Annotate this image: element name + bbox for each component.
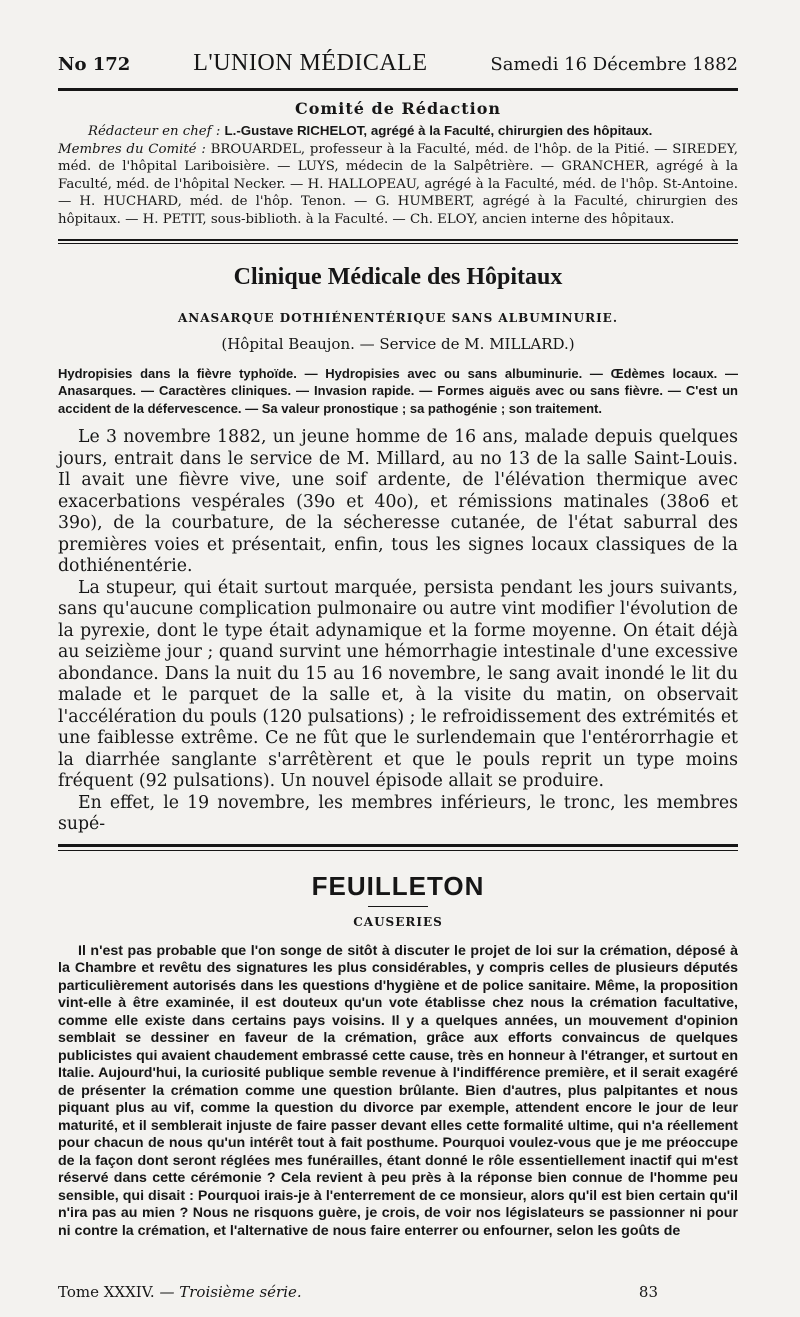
feuilleton-subtitle: CAUSERIES [353,914,443,929]
footer-volume: Tome XXXIV. [58,1283,155,1301]
feuilleton-divider [58,844,738,851]
clinic-title: Clinique Médicale des Hôpitaux [233,263,563,290]
members-text: BROUARDEL, professeur à la Faculté, méd. de l'hôp. de la Pitié. — SIREDEY, méd. de l'hôpital Lariboisière. — LUYS, médecin de la Salpêtrière. — GRANCHER, agrégé à la Faculté, méd. de l'hôpital Necker. — H. HALLOPEAU, agrégé à la Faculté, méd. de l'hôp. St-Antoine. — H. HUCHARD, méd. de l'hôp. Tenon. — G. HUMBERT, agrégé à la Faculté, chirurgien des hôpitaux. — H. PETIT, sous-biblioth. à la Faculté. — Ch. ELOY, ancien interne des hôpitaux. [58,141,738,227]
clinic-hospital: (Hôpital Beaujon. — Service de M. MILLARD.) [221,334,575,353]
members-label: Membres du Comité : [58,141,206,157]
footer-volume-line [58,1283,302,1301]
newspaper-page [58,50,738,1240]
page-footer [58,1283,658,1301]
section-divider [58,239,738,244]
editor-text: L.-Gustave RICHELOT, agrégé à la Faculté, chirurgien des hôpitaux. [224,123,653,138]
feuilleton-body [58,943,738,1241]
page-number: 83 [638,1283,658,1301]
members-line [58,141,738,229]
committee-title: Comité de Rédaction [294,99,502,118]
issue-date: Samedi 16 Décembre 1882 [490,54,738,75]
feuilleton-paragraph-1: Il n'est pas probable que l'on songe de sitôt à discuter le projet de loi sur la crémation, déposé à la Chambre et revêtu des signatures les plus considérables, y compris celles de plusieurs députés particulièrement autorisés dans les questions d'hygiène et de police sanitaire. Même, la proposition vint-elle à être examinée, il est douteux qu'un vote établisse chez nous la crémation facultative, comme elle existe dans certains pays voisins. Il y a quelques années, un mouvement d'opinion semblait se dessiner en faveur de la crémation, grâce aux efforts convaincus de quelques publicistes qui avaient chaudement embrassé cette cause, très en honneur à l'étranger, et surtout en Italie. Aujourd'hui, la curiosité publique semble revenue à l'indifférence première, et il serait exagéré de présenter la crémation comme une question brûlante. Bien d'autres, plus palpitantes et nous piquant plus au vif, comme la question du divorce par exemple, attendent encore le jour de leur maturité, et il semblerait injuste de faire passer devant elles cette formalité ultime, qui n'a réellement pour chacun de nous qu'un intérêt tout à fait posthume. Pourquoi voulez-vous que je me préoccupe de la façon dont seront réglées mes funérailles, étant donné le rôle essentiellement inactif qui m'est réservé dans cette cérémonie ? Cela revient à peu près à la réponse bien connue de l'homme peu sensible, qui disait : Pourquoi irais-je à l'enterrement de ce monsieur, alors qu'il est bien certain qu'il n'ira pas au mien ? Nous ne risquons guère, je crois, de voir nos législateurs se passionner ni pour ni contre la crémation, et l'alternative de nous faire enterrer ou enfourner, selon les goûts de [58,942,738,1239]
feuilleton-separator [368,906,428,907]
clinic-body [58,427,738,836]
masthead [58,50,738,91]
clinic-summary [58,365,738,418]
clinic-subtitle: ANASARQUE DOTHIÉNENTÉRIQUE SANS ALBUMINURIE. [177,310,619,325]
clinic-paragraph-3: En effet, le 19 novembre, les membres inférieurs, le tronc, les membres supé- [58,792,738,835]
editor-line [58,122,738,141]
issue-number: No 172 [58,54,131,75]
journal-title: L'UNION MÉDICALE [193,50,428,76]
footer-series: — Troisième série. [159,1283,302,1301]
editor-label: Rédacteur en chef : [88,124,221,139]
feuilleton-title: FEUILLETON [311,870,485,901]
summary-text: Hydropisies dans la fièvre typhoïde. — Hydropisies avec ou sans albuminurie. — Œdèmes locaux. — Anasarques. — Caractères cliniques. — Invasion rapide. — Formes aiguës avec ou sans fièvre. — C'est un accident de la défervescence. — Sa valeur pronostique ; sa pathogénie ; son traitement. [58,365,738,416]
committee-block [58,122,738,229]
clinic-paragraph-2: La stupeur, qui était surtout marquée, persista pendant les jours suivants, sans qu'aucune complication pulmonaire ou autre vint modifier l'évolution de la pyrexie, dont le type était adynamique et la forme moyenne. On était déjà au seizième jour ; quand survint une hémorrhagie intestinale d'une excessive abondance. Dans la nuit du 15 au 16 novembre, le sang avait inondé le lit du malade et le parquet de la salle et, à la visite du matin, on observait l'accélération du pouls (120 pulsations) ; le refroidissement des extrémités et une faiblesse extrême. Ce ne fût que le surlendemain que l'entérorrhagie et la diarrhée sanglante s'arrêtèrent et que le pouls reprit un type moins fréquent (92 pulsations). Un nouvel épisode allait se produire. [58,577,738,792]
clinic-paragraph-1: Le 3 novembre 1882, un jeune homme de 16 ans, malade depuis quelques jours, entrait dans le service de M. Millard, au no 13 de la salle Saint-Louis. Il avait une fièvre vive, une soif ardente, de l'élévation thermique avec exacerbations vespérales (39o et 40o), et rémissions matinales (38o6 et 39o), de la courbature, de la sécheresse cutanée, de l'état saburral des premières voies et présentait, enfin, tous les signes locaux classiques de la dothiénentérie. [58,427,738,577]
